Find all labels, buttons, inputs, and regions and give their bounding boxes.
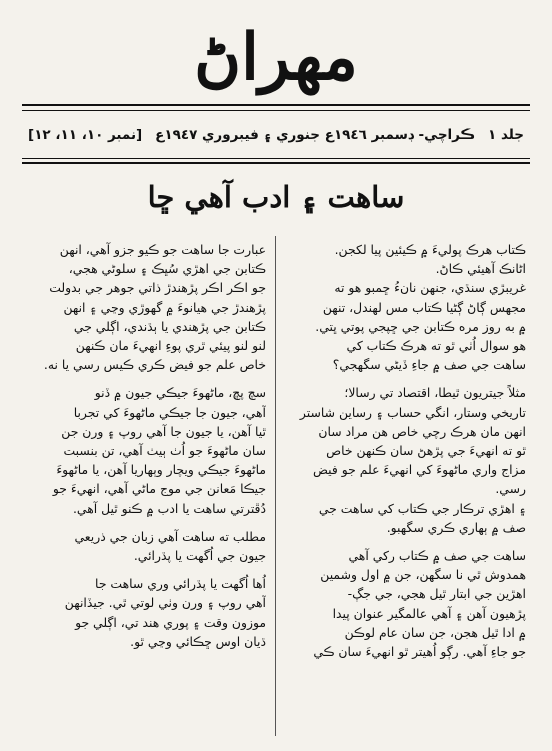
text-line: ۾ به روز مره ڪتابن جي ڇپجي پوتي ڀتي. bbox=[315, 318, 526, 334]
text-line: تاريخي وستار، انگي حساب ۽ رساين شاستر bbox=[299, 404, 526, 420]
text-line: آهي روپ ۽ ورن وٺي لوتي ٿي. جيڏانهن bbox=[64, 595, 266, 611]
text-line: صف ۾ ٻهاري ڪري سگهبو. bbox=[386, 519, 526, 535]
paragraph-gap bbox=[34, 374, 266, 383]
top-rule-thin bbox=[22, 110, 530, 111]
paragraph-gap bbox=[294, 374, 526, 383]
text-line: ۽ اهڙي ترڪار جي ڪتاب کي ساهت جي bbox=[318, 500, 526, 516]
paragraph-gap bbox=[34, 565, 266, 574]
text-line: جو جاءِ آهي. رڳو اُهيتر ٿو انهيءَ سان ڪي bbox=[313, 644, 526, 660]
text-line: اهڙين جي ابتار ٿيل هجي، جي جڳ- bbox=[347, 586, 526, 602]
text-line: ڪتاب هرڪ پوليءَ ۾ ڪيئين پيا لکجن. bbox=[334, 242, 526, 257]
bottom-rule-thin bbox=[22, 158, 530, 159]
text-line: جو اڪر اڪر پڙهندڙ ذاتي جوهر جي بدولت bbox=[49, 280, 266, 296]
text-line: سان ماڻهوءَ جو اُٺ ٻيٺ آهي، تن بنسبت bbox=[63, 443, 266, 459]
text-line: موزون وقت ۽ پوري هند تي، اڳلي جو bbox=[75, 614, 266, 630]
text-line: مطلب ته ساهت آهي زبان جي ذريعي bbox=[74, 528, 266, 544]
text-line: ماڻهوءَ جيڪي ويچار وٻهاريا آهن، يا ماڻهوءَ bbox=[56, 462, 266, 478]
volume-label: جلد ١ bbox=[488, 127, 524, 143]
text-line: ڌيان اوس ڇڪائي وڃي ٿو. bbox=[130, 633, 266, 649]
masthead-title: مهراڻ bbox=[194, 20, 358, 95]
text-line: ساهت جي صف ۾ ڪتاب رکي آهي bbox=[348, 548, 526, 564]
text-line: همدوش ٿي نا سگهن، جن ۾ اول وشمين bbox=[320, 567, 526, 583]
issue-dates: ڪراچي- ڊسمبر ١٩٤٦ع جنوري ۽ فيبروري ١٩٤٧ع bbox=[155, 127, 476, 143]
article-column-right bbox=[294, 240, 526, 740]
text-line: ڪتابن جي اهڙي سُڀڪ ۽ سلوڻي هجي، bbox=[68, 261, 266, 277]
text-line: سچ پڇ، ماڻهوءَ جيڪي جيون ۾ ڏنو bbox=[94, 385, 266, 401]
dateline bbox=[28, 122, 524, 148]
text-line: ٿيا آهن، يا جيون جا آهي روپ ۽ ورن جن bbox=[61, 423, 266, 439]
bottom-rule bbox=[22, 162, 530, 164]
text-line: خاص علم جو فيض ڪري ڪيس رسي يا نه. bbox=[43, 357, 266, 373]
text-line: پڙهيون آهن ۽ آهي عالمگير عنوان پيدا bbox=[332, 605, 526, 621]
text-line: عبارت جا ساهت جو ڪيو جزو آهي، انهن bbox=[59, 242, 266, 257]
text-line: غريبڙي سنڌي، جنهن نانءُ ڇمبو هو ته bbox=[334, 280, 526, 296]
text-line: هو سوال اُٺي ٿو ته هرڪ ڪتاب کي bbox=[346, 338, 526, 354]
paragraph-gap bbox=[34, 518, 266, 527]
text-line: ۾ ادا ٿيل هجن، جن سان عام لوڪن bbox=[344, 624, 526, 640]
text-line: اڻانڪ آهيئي ڪاڻ. bbox=[435, 261, 526, 277]
text-line: مجهس ڳاڻ ڳڻيا ڪتاب مس لهندل، تنهن bbox=[322, 299, 526, 315]
paragraph-gap bbox=[294, 537, 526, 546]
text-line: ساهت جي صف ۾ جاءِ ڏيڻي سگهجي؟ bbox=[332, 357, 526, 373]
article-title: ساهت ۽ ادب آهي ڇا bbox=[147, 180, 405, 214]
text-line: ٿو ته انهيءَ جي پڙهڻ سان ڪنهن خاص bbox=[326, 443, 526, 459]
text-line: آهي، جيون جا جيڪي ماڻهوءَ کي تجربا bbox=[73, 404, 266, 420]
column-divider bbox=[275, 236, 276, 736]
top-rule bbox=[22, 104, 530, 106]
text-line: مزاج واري ماڻهوءَ کي انهيءَ علم جو فيض رسي. bbox=[312, 462, 526, 497]
issue-number: [نمبر ١٠، ١١، ١٢] bbox=[28, 127, 143, 143]
text-line: اُها اُگهت يا پڌرائي وري ساهت جا bbox=[95, 576, 266, 592]
text-line: جيڪا مَعانن جي موج ماڻي آهي، انهيءَ جو bbox=[52, 481, 266, 497]
text-line: ڪتابن جي پڙهندي يا ٻڌندي، اڳلي جي bbox=[73, 318, 266, 334]
text-line: انهن مان هرڪ رچي خاص هن مراد سان bbox=[318, 423, 526, 439]
text-line: لنو لنو پيئي ٿري پوءِ انهيءَ مان ڪنهن bbox=[75, 338, 266, 354]
text-line: دُڦترتي ساهت يا ادب ۾ ڪنو ٿيل آهي. bbox=[72, 500, 266, 516]
text-line: جيون جي اُگهت يا پڌرائي. bbox=[133, 548, 266, 564]
text-line: مثلاً جيتريون ٿيطا، اقتصاد تي رسالا؛ bbox=[344, 385, 526, 401]
text-line: پڙهندڙ جي هيانوءَ ۾ گهوڙي وڃي ۽ انهن bbox=[63, 299, 266, 315]
article-column-left bbox=[34, 240, 266, 740]
